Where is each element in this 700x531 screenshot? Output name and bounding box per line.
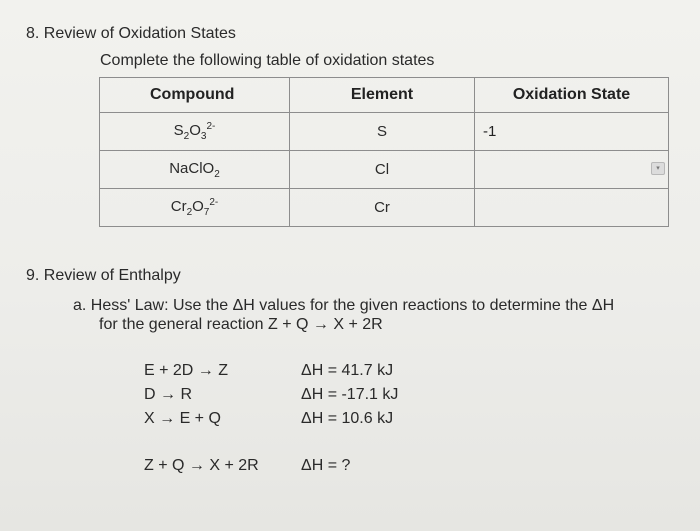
header-compound: Compound [100, 78, 290, 113]
oxidation-state-input[interactable] [475, 151, 669, 189]
header-oxidation-state: Oxidation State [475, 78, 669, 113]
reaction-dh: ΔH = 10.6 kJ [301, 410, 394, 427]
compound-cell: $S_2O_3^{2-}$ [100, 113, 290, 151]
table-row [100, 151, 669, 189]
element-cell: Cr [290, 189, 475, 227]
reaction-equation: D → R [144, 386, 192, 403]
compound-cell: NaClO$_2$ [100, 151, 290, 189]
table-row [100, 113, 669, 151]
table-row [100, 189, 669, 227]
q8-title: 8. Review of Oxidation States [26, 25, 236, 42]
reaction-equation: X → E + Q [144, 410, 221, 427]
oxidation-table [99, 77, 669, 227]
target-equation: Z + Q → X + 2R [144, 457, 259, 474]
q9-part-a-line2: for the general reaction Z + Q → X + 2R [99, 316, 383, 333]
oxidation-state-input[interactable] [475, 189, 669, 227]
reaction-dh: ΔH = -17.1 kJ [301, 386, 399, 403]
element-cell: Cl [290, 151, 475, 189]
compound-cell: $Cr_2O_7^{2-}$ [100, 189, 290, 227]
dropdown-icon[interactable]: ▾ [651, 162, 665, 175]
q9-title: 9. Review of Enthalpy [26, 267, 181, 284]
reaction-equation: E + 2D → Z [144, 362, 229, 379]
q9-part-a-line1: a. Hess' Law: Use the ΔH values for the given reactions to determine the ΔH [73, 297, 615, 314]
q8-instruction: Complete the following table of oxidation states [100, 52, 435, 69]
target-dh: ΔH = ? [301, 457, 351, 474]
element-cell: S [290, 113, 475, 151]
reaction-dh: ΔH = 41.7 kJ [301, 362, 394, 379]
table-header-row [100, 78, 669, 113]
oxidation-state-input[interactable]: -1 [475, 113, 669, 151]
header-element: Element [290, 78, 475, 113]
